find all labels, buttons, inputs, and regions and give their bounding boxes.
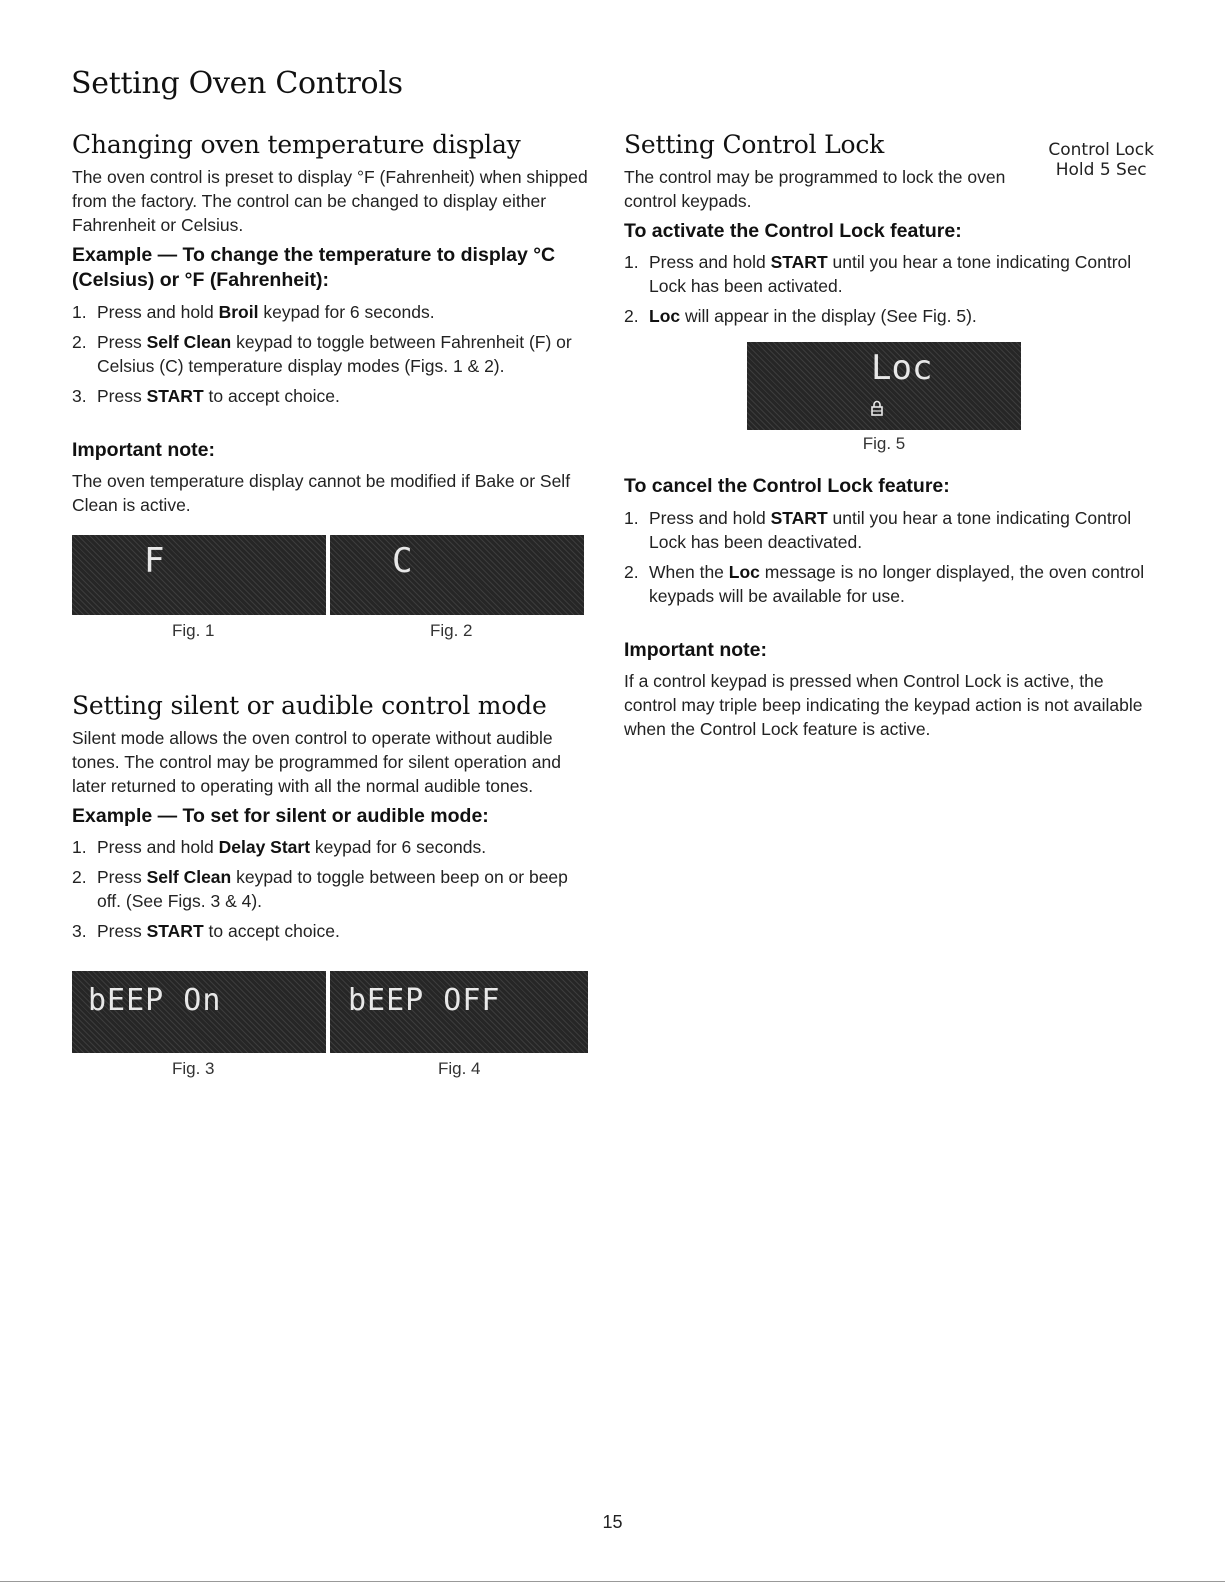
control-lock-heading: Setting Control Lock	[624, 130, 885, 159]
fig5-caption: Fig. 5	[862, 434, 906, 454]
fig2-caption: Fig. 2	[430, 621, 473, 641]
left-column	[72, 130, 592, 1079]
fig1-caption: Fig. 1	[172, 621, 215, 641]
lock-note-text: If a control keypad is pressed when Control Lock is active, the control may triple beep indicating the keypad action is not available when the Control Lock feature is active.	[624, 671, 1143, 740]
temp-step: 2. Press Self Clean keypad to toggle between Fahrenheit (F) or Celsius (C) temperature display modes (Figs. 1 & 2).	[72, 331, 572, 376]
activate-steps-list	[624, 250, 1154, 328]
silent-step: 1. Press and hold Delay Start keypad for 6 seconds.	[72, 837, 487, 858]
cancel-step: 2. When the Loc message is no longer displayed, the oven control keypads will be available for use.	[624, 561, 1145, 606]
fig5-display	[747, 342, 1021, 430]
activate-step: 1. Press and hold START until you hear a tone indicating Control Lock has been activated.	[624, 252, 1132, 297]
temp-display-intro: The oven control is preset to display °F (Fahrenheit) when shipped from the factory. The control can be changed to display either Fahrenheit or Celsius.	[72, 167, 588, 235]
silent-steps-list	[72, 835, 592, 943]
cancel-lock-heading: To cancel the Control Lock feature:	[624, 475, 950, 498]
control-lock-side-label	[1048, 140, 1154, 180]
fig-3-4-captions	[72, 1059, 592, 1079]
fig5-display-text: Loc	[871, 348, 933, 389]
fig-1-2-row	[72, 535, 592, 615]
side-label-line2: Hold 5 Sec	[1055, 160, 1147, 180]
silent-mode-heading: Setting silent or audible control mode	[72, 691, 547, 721]
fig1-display	[72, 535, 326, 615]
temp-step: 3. Press START to accept choice.	[72, 385, 340, 406]
fig4-display-text: bEEP OFF	[348, 983, 501, 1019]
lock-note-heading: Important note:	[624, 638, 767, 661]
side-label-line1: Control Lock	[1048, 140, 1154, 160]
fig3-display	[72, 971, 326, 1053]
right-column	[624, 130, 1154, 747]
fig2-display-text: C	[392, 541, 413, 582]
fig4-display	[330, 971, 588, 1053]
activate-lock-heading: To activate the Control Lock feature:	[624, 220, 962, 242]
temp-note-heading: Important note:	[72, 438, 215, 461]
temp-note-text: The oven temperature display cannot be modified if Bake or Self Clean is active.	[72, 471, 571, 516]
cancel-step: 1. Press and hold START until you hear a tone indicating Control Lock has been deactivated.	[624, 507, 1132, 552]
fig-3-4-row	[72, 971, 592, 1053]
lock-icon	[871, 400, 883, 416]
temp-step: 1. Press and hold Broil keypad for 6 seconds.	[72, 301, 435, 322]
silent-step: 3. Press START to accept choice.	[72, 921, 340, 942]
fig3-caption: Fig. 3	[172, 1059, 215, 1079]
control-lock-intro: The control may be programmed to lock the oven control keypads.	[624, 167, 1006, 211]
silent-mode-intro: Silent mode allows the oven control to operate without audible tones. The control may be programmed for silent operation and later returned to operating with all the normal audible tones.	[72, 728, 561, 797]
fig1-display-text: F	[144, 541, 165, 582]
temp-display-heading: Changing oven temperature display	[72, 130, 521, 159]
activate-step: 2. Loc will appear in the display (See Fig. 5).	[624, 306, 977, 327]
silent-example-heading: Example — To set for silent or audible mode:	[72, 805, 489, 828]
page-number: 15	[602, 1512, 623, 1532]
fig2-display	[330, 535, 584, 615]
temp-steps-list	[72, 300, 592, 408]
fig-1-2-captions	[72, 621, 592, 641]
page-title: Setting Oven Controls	[71, 66, 403, 101]
temp-example-heading: Example — To change the temperature to display °C (Celsius) or °F (Fahrenheit):	[72, 244, 556, 292]
fig3-display-text: bEEP On	[88, 983, 222, 1019]
bottom-rule	[0, 1581, 1225, 1582]
cancel-steps-list	[624, 506, 1154, 608]
silent-step: 2. Press Self Clean keypad to toggle between beep on or beep off. (See Figs. 3 & 4).	[72, 867, 568, 912]
fig4-caption: Fig. 4	[438, 1059, 481, 1079]
